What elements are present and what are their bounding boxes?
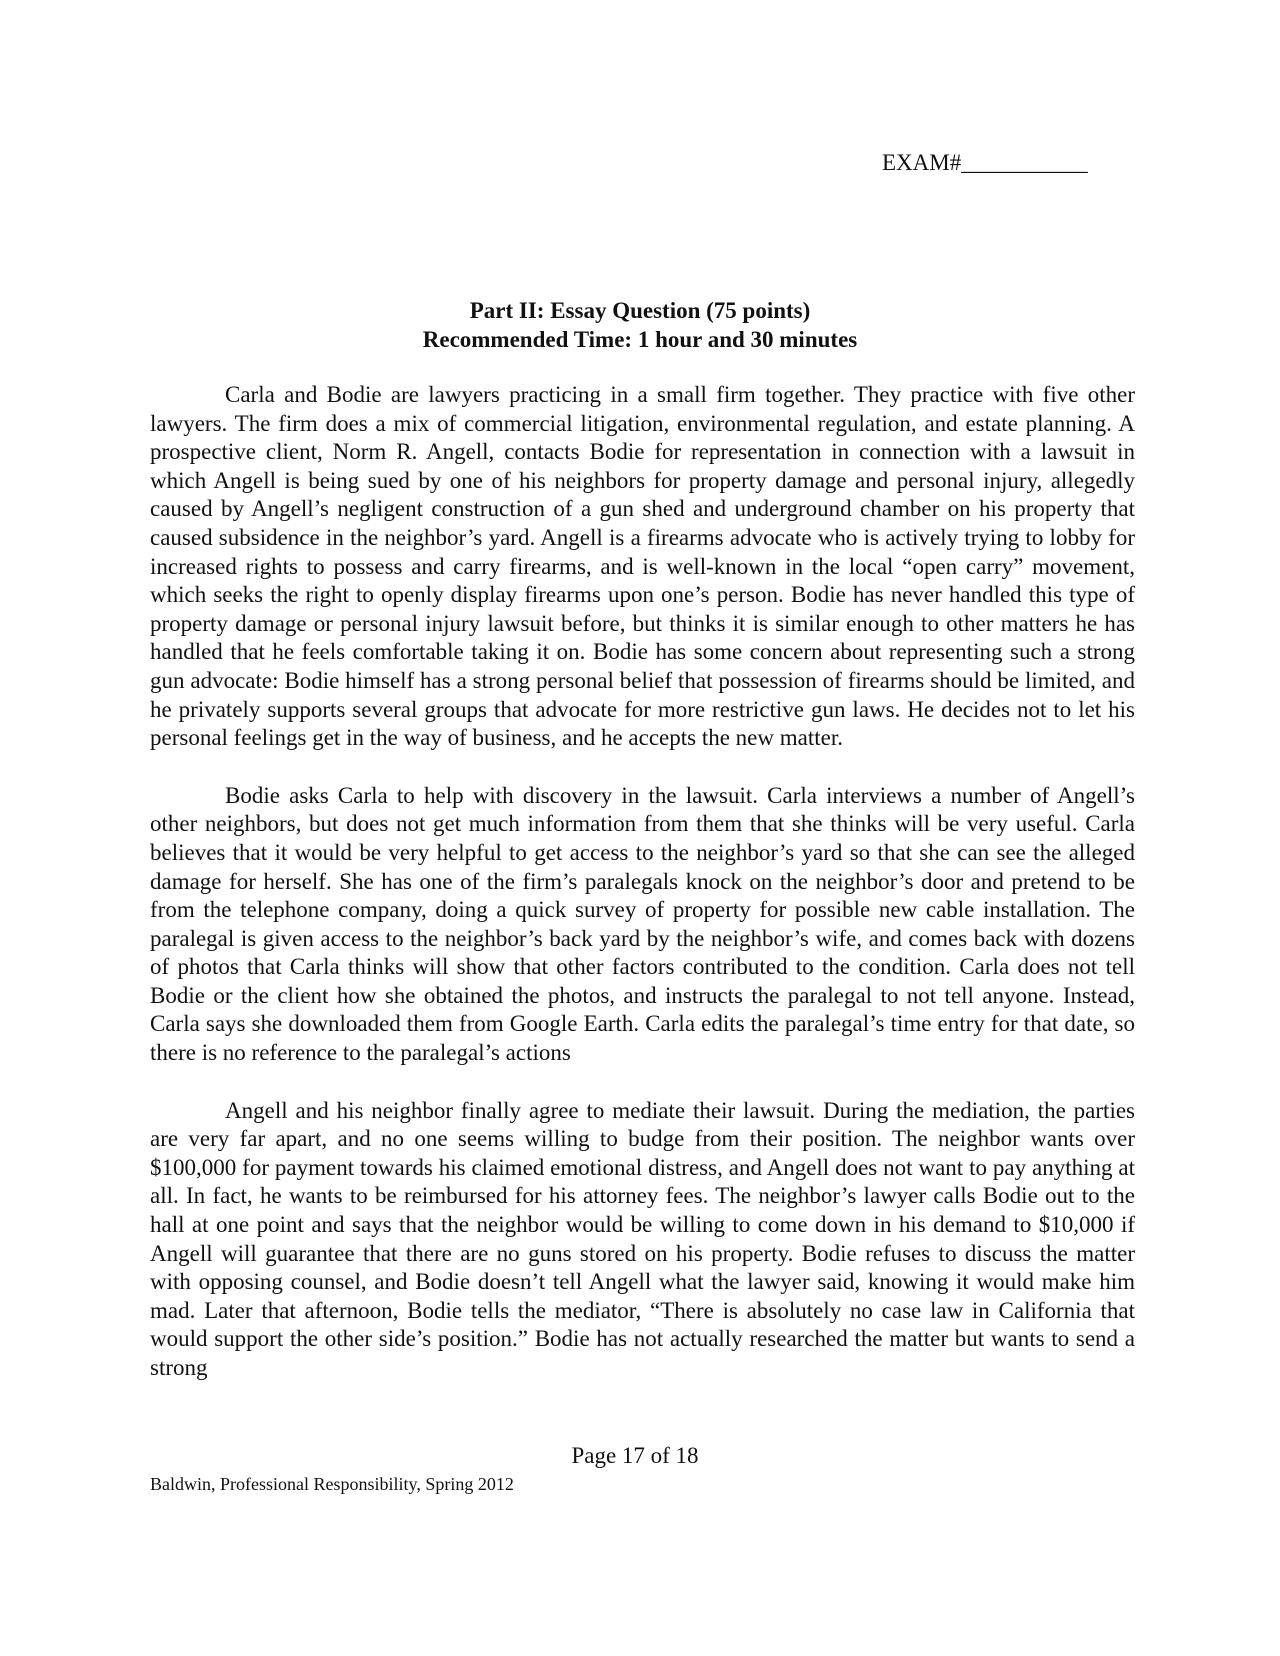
paragraph: Bodie asks Carla to help with discovery in the lawsuit. Carla interviews a number of Angell’s other neighbors, but does not get much information from them that she thinks will be very useful. Carla believes that it would be very helpful to get access to the neighbor’s yard so that she can see the alleged damage for herself. She has one of the firm’s paralegals knock on the neighbor’s door and pretend to be from the telephone company, doing a quick survey of property for possible new cable installation. The paralegal is given access to the neighbor’s back yard by the neighbor’s wife, and comes back with dozens of photos that Carla thinks will show that other factors contributed to the condition. Carla does not tell Bodie or the client how she obtained the photos, and instructs the paralegal to not tell anyone. Instead, Carla says she downloaded them from Google Earth. Carla edits the paralegal’s time entry for that date, so there is no reference to the paralegal’s actions xyxy=(150,782,1135,1066)
course-footer: Baldwin, Professional Responsibility, Spring 2012 xyxy=(150,1474,514,1494)
paragraph: Carla and Bodie are lawyers practicing in a small firm together. They practice with five other lawyers. The firm does a mix of commercial litigation, environmental regulation, and estate planning. A prospective client, Norm R. Angell, contacts Bodie for representation in connection with a lawsuit in which Angell is being sued by one of his neighbors for property damage and personal injury, allegedly caused by Angell’s negligent construction of a gun shed and underground chamber on his property that caused subsidence in the neighbor’s yard. Angell is a firearms advocate who is actively trying to lobby for increased rights to possess and carry firearms, and is well-known in the local “open carry” movement, which seeks the right to openly display firearms upon one’s person. Bodie has never handled this type of property damage or personal injury lawsuit before, but thinks it is similar enough to other matters he has handled that he feels comfortable taking it on. Bodie has some concern about representing such a strong gun advocate: Bodie himself has a strong personal belief that possession of firearms should be limited, and he privately supports several groups that advocate for more restrictive gun laws. He decides not to let his personal feelings get in the way of business, and he accepts the new matter. xyxy=(150,382,1135,751)
recommended-time: Recommended Time: 1 hour and 30 minutes xyxy=(422,327,858,352)
essay-question-body xyxy=(150,381,1135,1383)
section-title: Part II: Essay Question (75 points) xyxy=(469,298,811,323)
section-heading xyxy=(0,296,1280,354)
exam-number-field: EXAM#___________ xyxy=(882,150,1088,175)
page-number: Page 17 of 18 xyxy=(571,1443,699,1468)
paragraph: Angell and his neighbor finally agree to mediate their lawsuit. During the mediation, the parties are very far apart, and no one seems willing to budge from their position. The neighbor wants over $100,000 for payment towards his claimed emotional distress, and Angell does not want to pay anything at all. In fact, he wants to be reimbursed for his attorney fees. The neighbor’s lawyer calls Bodie out to the hall at one point and says that the neighbor would be willing to come down in his demand to $10,000 if Angell will guarantee that there are no guns stored on his property. Bodie refuses to discuss the matter with opposing counsel, and Bodie doesn’t tell Angell what the lawyer said, knowing it would make him mad. Later that afternoon, Bodie tells the mediator, “There is absolutely no case law in California that would support the other side’s position.” Bodie has not actually researched the matter but wants to send a strong xyxy=(150,1097,1135,1380)
